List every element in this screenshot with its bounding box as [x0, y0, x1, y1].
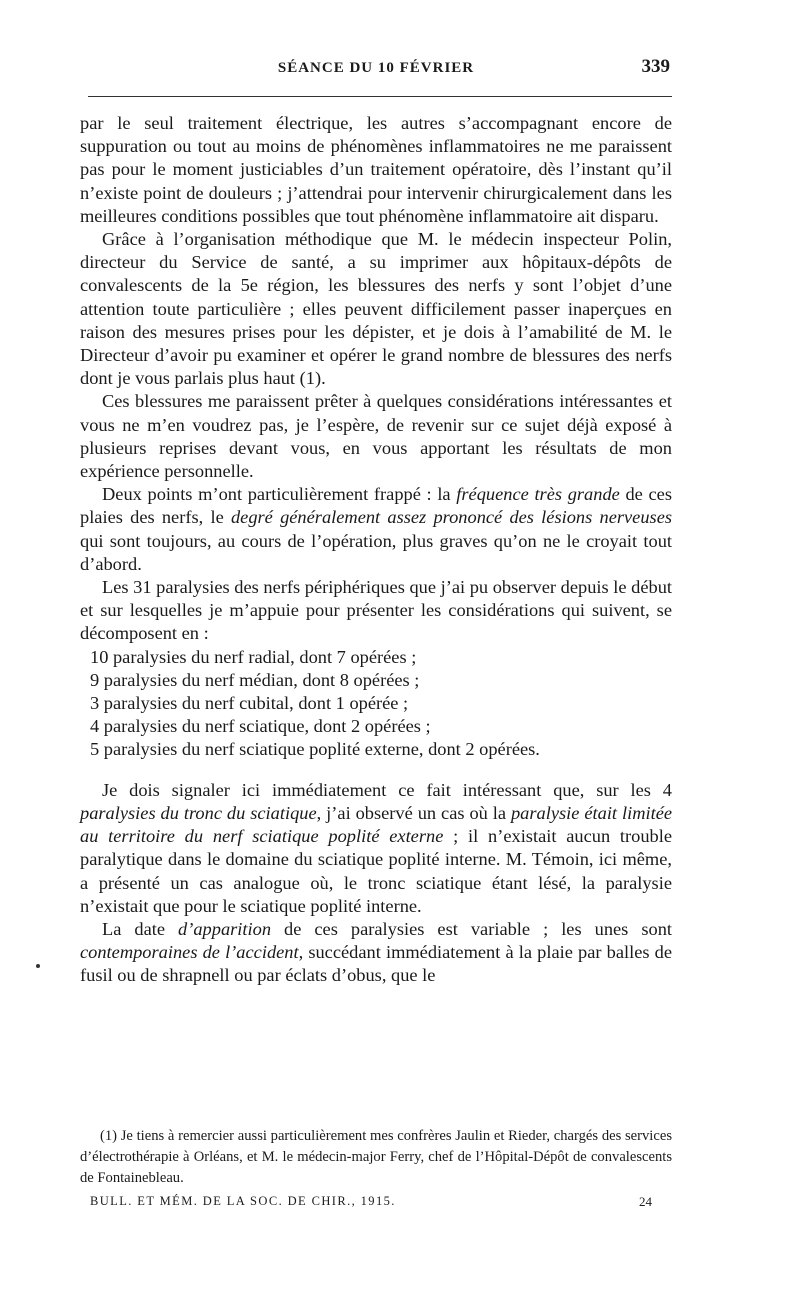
document-page	[80, 0, 672, 1290]
paragraph-7	[80, 918, 672, 988]
paragraph-7-part-c: , succédant immédiatement à la plaie par balles de fusil ou de shrapnell ou par éclats d’obus, que le	[80, 942, 672, 986]
paragraph-4-part-a: Deux points m’ont particulièrement frappé : la	[102, 484, 457, 505]
list-item: 4 paralysies du nerf sciatique, dont 2 opérées ;	[90, 716, 431, 737]
publication-reference: BULL. ET MÉM. DE LA SOC. DE CHIR., 1915.	[90, 1194, 396, 1208]
paragraph-5: Les 31 paralysies des nerfs périphériques que j’ai pu observer depuis le début et sur lesquelles je m’appuie pour présenter les considérations qui suivent, se décomposent en :	[80, 577, 672, 644]
page-header	[80, 56, 672, 82]
paralysis-list	[80, 646, 672, 762]
footnote: (1) Je tiens à remercier aussi particulièrement mes confrères Jaulin et Rieder, chargés des services d’électrothérapie à Orléans, et M. le médecin-major Ferry, chef de l’Hôpital-Dépôt de convalescents de Fontainebleau.	[80, 1128, 672, 1186]
paragraph-6-emphasis-1: paralysies du tronc du sciatique	[80, 802, 317, 823]
printer-signature: 24	[639, 1194, 652, 1209]
margin-dot	[36, 964, 40, 968]
paragraph-4-part-b: de ces plaies des nerfs, le	[80, 484, 672, 528]
paragraph-7-part-a: La date	[102, 918, 179, 939]
paragraph-6-emphasis-2: paralysie était limitée au territoire du nerf sciatique poplité externe	[80, 802, 673, 847]
list-item: 5 paralysies du nerf sciatique poplité externe, dont 2 opérées.	[90, 739, 540, 760]
paragraph-7-emphasis-1: d’apparition	[178, 918, 272, 939]
paragraph-4	[80, 483, 672, 576]
paragraph-4-emphasis-1: fréquence très grande	[456, 484, 620, 505]
paragraph-1: par le seul traitement électrique, les autres s’accompagnant encore de suppuration ou tout au moins de phénomènes inflammatoires ne me paraissent pas pour le moment justiciables d’un traitement opératoire, dès l’instant qu’il n’existe point de douleurs ; j’attendrai pour intervenir chirurgicalement dans les meilleures conditions possibles que tout phénomène inflammatoire ait disparu.	[80, 113, 672, 226]
paragraph-2-text: Grâce à l’organisation méthodique que M. le médecin inspecteur Polin, directeur du Service de santé, a su imprimer aux hôpitaux-dépôts de convalescents de la 5e région, les blessures des nerfs y sont l’objet d’une attention toute particulière ; elles peuvent difficilement passer inaperçues en raison des mesures prises pour les dépister, et je dois à l’amabilité de M. le Directeur d’avoir pu examiner et opérer le grand nombre de blessures des nerfs dont je vous parlais plus haut (1).	[80, 229, 672, 389]
paragraph-2	[80, 228, 672, 390]
paragraph-6	[80, 779, 672, 918]
paragraph-3: Ces blessures me paraissent prêter à quelques considérations intéressantes et vous ne m’en voudrez pas, je l’espère, de revenir sur ce sujet déjà exposé à plusieurs reprises devant vous, en vous apportant les résultats de mon expérience personnelle.	[80, 391, 672, 482]
paragraph-6-part-b: , j’ai observé un cas où la	[316, 802, 511, 823]
list-item: 10 paralysies du nerf radial, dont 7 opérées ;	[90, 646, 417, 667]
paragraph-4-part-c: qui sont toujours, au cours de l’opération, plus graves qu’on ne le croyait tout d’abord.	[80, 530, 672, 574]
page-number: 339	[641, 56, 670, 77]
list-item: 9 paralysies du nerf médian, dont 8 opérées ;	[90, 669, 420, 690]
section-gap	[80, 762, 672, 779]
header-rule	[88, 96, 672, 97]
footnote-block	[80, 1126, 672, 1189]
paragraph-7-part-b: de ces paralysies est variable ; les unes sont	[271, 918, 672, 939]
page-footer	[80, 1194, 672, 1214]
running-title: SÉANCE DU 10 FÉVRIER	[277, 60, 475, 76]
paragraph-7-emphasis-2: contemporaines de l’accident	[80, 942, 299, 963]
body-text	[80, 112, 672, 988]
list-item: 3 paralysies du nerf cubital, dont 1 opérée ;	[90, 693, 409, 714]
paragraph-4-emphasis-2: degré généralement assez prononcé des lésions nerveuses	[230, 507, 673, 528]
paragraph-6-part-c: ; il n’existait aucun trouble paralytique dans le domaine du sciatique poplité interne. M. Témoin, ici même, a présenté un cas analogue où, le tronc sciatique étant lésé, la paralysie n’existait que pour le sciatique poplité interne.	[80, 826, 672, 916]
paragraph-6-part-a: Je dois signaler ici immédiatement ce fait intéressant que, sur les 4	[102, 779, 672, 800]
